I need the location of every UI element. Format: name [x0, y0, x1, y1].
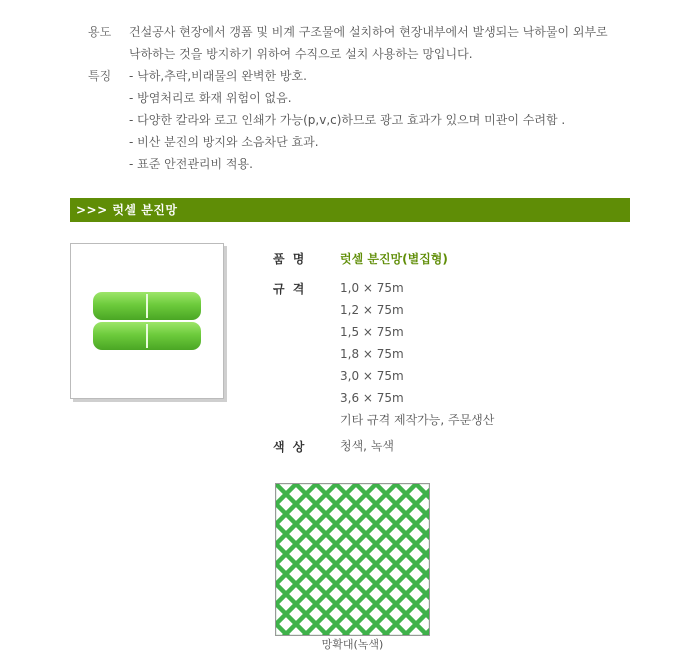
- spec-item: 1,2 × 75m: [340, 303, 404, 317]
- feature-item: - 방염처리로 화재 위험이 없음.: [129, 91, 292, 105]
- color-value: 청색, 녹색: [340, 439, 394, 453]
- product-name-label: 품 명: [273, 252, 307, 266]
- feature-item: - 표준 안전관리비 적용.: [129, 157, 253, 171]
- mesh-roll-top: [93, 292, 201, 320]
- mesh-pattern: [276, 484, 429, 635]
- spec-note: 기타 규격 제작가능, 주문생산: [340, 413, 495, 427]
- mesh-closeup-image: [275, 483, 430, 636]
- spec-label: 규 격: [273, 282, 307, 296]
- product-name: 럿셀 분진망(별집형): [340, 252, 448, 266]
- spec-item: 3,0 × 75m: [340, 369, 404, 383]
- usage-text-line2: 낙하하는 것을 방지하기 위하여 수직으로 설치 사용하는 망입니다.: [129, 47, 473, 61]
- product-photo: [70, 243, 224, 399]
- mesh-caption: 망확대(녹색): [321, 638, 384, 651]
- feature-item: - 낙하,추락,비래물의 완벽한 방호.: [129, 69, 307, 83]
- section-title-bar: [70, 198, 630, 222]
- feature-item: - 비산 분진의 방지와 소음차단 효과.: [129, 135, 319, 149]
- spec-item: 1,0 × 75m: [340, 281, 404, 295]
- feature-item: - 다양한 칼라와 로고 인쇄가 가능(p,v,c)하므로 광고 효과가 있으며 미관이 수려함 .: [129, 113, 566, 127]
- mesh-roll-bottom: [93, 322, 201, 350]
- spec-item: 3,6 × 75m: [340, 391, 404, 405]
- color-label: 색 상: [273, 440, 307, 454]
- usage-label: 용도: [88, 25, 112, 39]
- features-label: 특징: [88, 69, 112, 83]
- spec-item: 1,8 × 75m: [340, 347, 404, 361]
- section-title: >>> 럿셀 분진망: [76, 203, 178, 217]
- spec-item: 1,5 × 75m: [340, 325, 404, 339]
- usage-text-line1: 건설공사 현장에서 갱폼 및 비계 구조물에 설치하여 현장내부에서 발생되는 낙하물이 외부로: [129, 25, 608, 39]
